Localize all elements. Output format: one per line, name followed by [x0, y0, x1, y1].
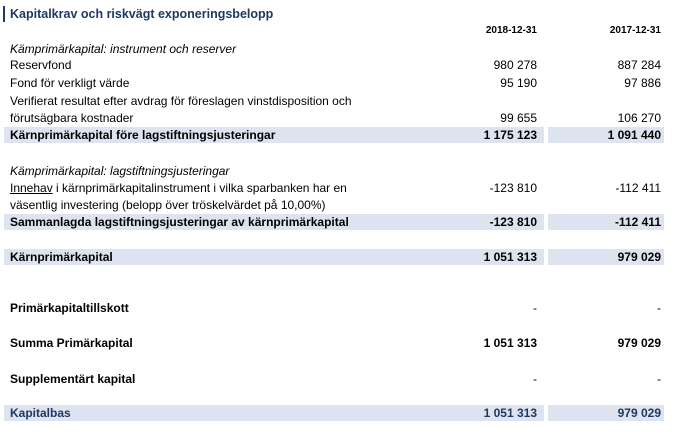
- value-2017: 106 270: [617, 111, 661, 125]
- row-label: Fond för verkligt värde: [10, 76, 130, 90]
- value-2017: -112 411: [615, 181, 661, 195]
- row-label-rest: i kärnprimärkapitalinstrument i vilka sparbanken har en: [52, 181, 347, 195]
- row-label: Reservfond: [10, 58, 72, 72]
- column-header-2017: 2017-12-31: [609, 25, 661, 36]
- row-label: Kärnprimärkapital före lagstiftningsjusteringar: [10, 128, 276, 142]
- value-2018: 99 655: [500, 111, 537, 125]
- value-2017: 979 029: [617, 336, 661, 350]
- section-label: Kämprimärkapital: instrument och reserver: [10, 42, 237, 56]
- value-2018: -123 810: [489, 181, 537, 195]
- section-label: Kämprimärkapital: lagstiftningsjusteringar: [10, 164, 230, 178]
- row-label: Primärkapitaltillskott: [10, 301, 129, 315]
- row-label: väsentlig investering (belopp över tröskelvärdet på 10,00%): [10, 198, 326, 212]
- value-2017: 1 091 440: [607, 128, 661, 142]
- row-label-underlined: Innehav: [10, 181, 53, 195]
- value-2018: 95 190: [500, 76, 537, 90]
- value-2018: 1 051 313: [483, 336, 537, 350]
- value-2018: 1 051 313: [483, 250, 537, 264]
- value-2018: -: [533, 301, 537, 315]
- row-label: Sammanlagda lagstiftningsjusteringar av kärnprimärkapital: [10, 215, 349, 229]
- value-2017: -: [657, 372, 661, 386]
- row-label: [10, 180, 347, 196]
- row-label: Supplementärt kapital: [10, 372, 136, 386]
- row-label: Summa Primärkapital: [10, 336, 133, 350]
- value-2017: 979 029: [617, 406, 661, 420]
- value-2017: 97 886: [624, 76, 661, 90]
- page-title: Kapitalkrav och riskvägt exponeringsbelopp: [3, 6, 273, 22]
- value-2018: 1 175 123: [483, 128, 537, 142]
- row-label: Verifierat resultat efter avdrag för föreslagen vinstdisposition och: [10, 94, 352, 108]
- row-label: Kapitalbas: [10, 406, 71, 420]
- value-2018: -: [533, 372, 537, 386]
- row-band: [4, 405, 544, 421]
- value-2017: -112 411: [614, 215, 661, 229]
- value-2017: -: [657, 301, 661, 315]
- value-2018: -123 810: [489, 215, 537, 229]
- row-label: Kärnprimärkapital: [10, 250, 113, 264]
- value-2017: 887 284: [617, 58, 661, 72]
- value-2017: 979 029: [617, 250, 661, 264]
- row-label: förutsägbara kostnader: [10, 111, 134, 125]
- value-2018: 1 051 313: [483, 406, 537, 420]
- column-header-2018: 2018-12-31: [485, 25, 537, 36]
- value-2018: 980 278: [493, 58, 537, 72]
